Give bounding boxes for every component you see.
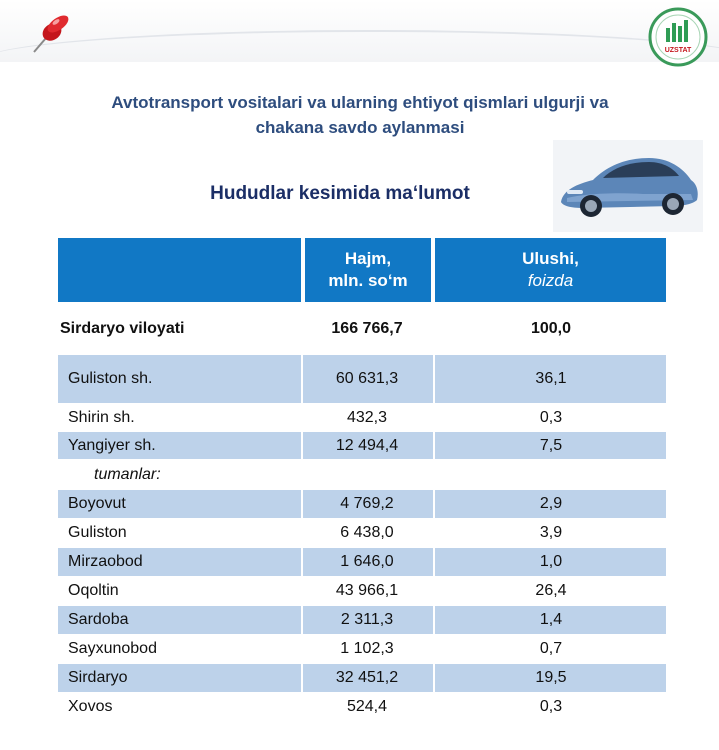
logo-text: UZSTAT: [664, 47, 692, 54]
row-region: Guliston: [68, 524, 127, 541]
uzstat-logo-icon: [640, 6, 716, 68]
total-region: Sirdaryo viloyati: [60, 320, 185, 337]
title-line-2: chakana savdo aylanmasi: [255, 118, 465, 137]
table-row: [58, 355, 666, 403]
table-row: [58, 404, 666, 431]
table-row: [58, 635, 666, 663]
table-row: [58, 664, 666, 692]
table-row: [58, 548, 666, 576]
sports-car-illustration: [553, 140, 703, 232]
row-share: 1,0: [539, 553, 563, 570]
row-region: Yangiyer sh.: [68, 436, 156, 454]
total-share: 100,0: [530, 320, 572, 337]
table-row: [58, 693, 666, 721]
districts-subheader: tumanlar:: [94, 465, 161, 483]
row-region: Sirdaryo: [68, 669, 128, 686]
title-line-1: Avtotransport vositalari va ularning ehtiyot qismlari ulgurji va: [111, 93, 609, 112]
row-region: Sayxunobod: [68, 640, 157, 657]
row-share: 2,9: [539, 495, 563, 512]
districts-subheader-row: [58, 460, 666, 489]
table-row: [58, 490, 666, 518]
row-volume: 43 966,1: [335, 582, 399, 599]
row-volume: 32 451,2: [335, 669, 399, 686]
row-region: Mirzaobod: [68, 553, 143, 570]
row-volume: 6 438,0: [340, 524, 394, 541]
row-volume: 1 646,0: [340, 553, 394, 570]
header-volume-unit: mln. so‘m: [328, 271, 408, 290]
table-row: [58, 577, 666, 605]
row-share: 19,5: [535, 669, 567, 686]
table-row: [58, 432, 666, 459]
table-row: [58, 606, 666, 634]
banner-wave: [0, 30, 719, 92]
row-volume: 432,3: [346, 408, 388, 426]
header-share-label: Ulushi,: [522, 249, 579, 268]
row-share: 1,4: [539, 611, 563, 628]
row-region: Xovos: [68, 698, 113, 715]
row-region: Boyovut: [68, 495, 126, 512]
row-share: 26,4: [535, 582, 567, 599]
page-title: [40, 90, 680, 140]
total-volume: 166 766,7: [331, 320, 403, 337]
pushpin-icon: [24, 8, 74, 58]
row-volume: 12 494,4: [335, 436, 399, 454]
row-region: Shirin sh.: [68, 408, 135, 426]
row-volume: 524,4: [346, 698, 388, 715]
row-share: 0,3: [539, 698, 563, 715]
row-volume: 4 769,2: [340, 495, 394, 512]
row-share: 0,3: [539, 408, 563, 426]
row-region: Guliston sh.: [68, 370, 153, 387]
row-region: Sardoba: [68, 611, 129, 628]
row-share: 0,7: [539, 640, 563, 657]
row-share: 7,5: [539, 436, 563, 454]
header-share-cell: [435, 238, 666, 302]
header-region-cell: [58, 238, 301, 302]
header-share-unit: foizda: [527, 271, 574, 290]
row-share: 3,9: [539, 524, 563, 541]
row-region: Oqoltin: [68, 582, 119, 599]
header-volume-label: Hajm,: [344, 249, 392, 268]
row-volume: 1 102,3: [340, 640, 394, 657]
row-volume: 60 631,3: [335, 370, 399, 387]
row-share: 36,1: [535, 370, 567, 387]
table-row: [58, 519, 666, 547]
header-volume-cell: [305, 238, 431, 302]
page-subtitle: Hududlar kesimida ma‘lumot: [210, 183, 470, 204]
row-volume: 2 311,3: [340, 611, 394, 628]
total-row: [58, 312, 666, 346]
